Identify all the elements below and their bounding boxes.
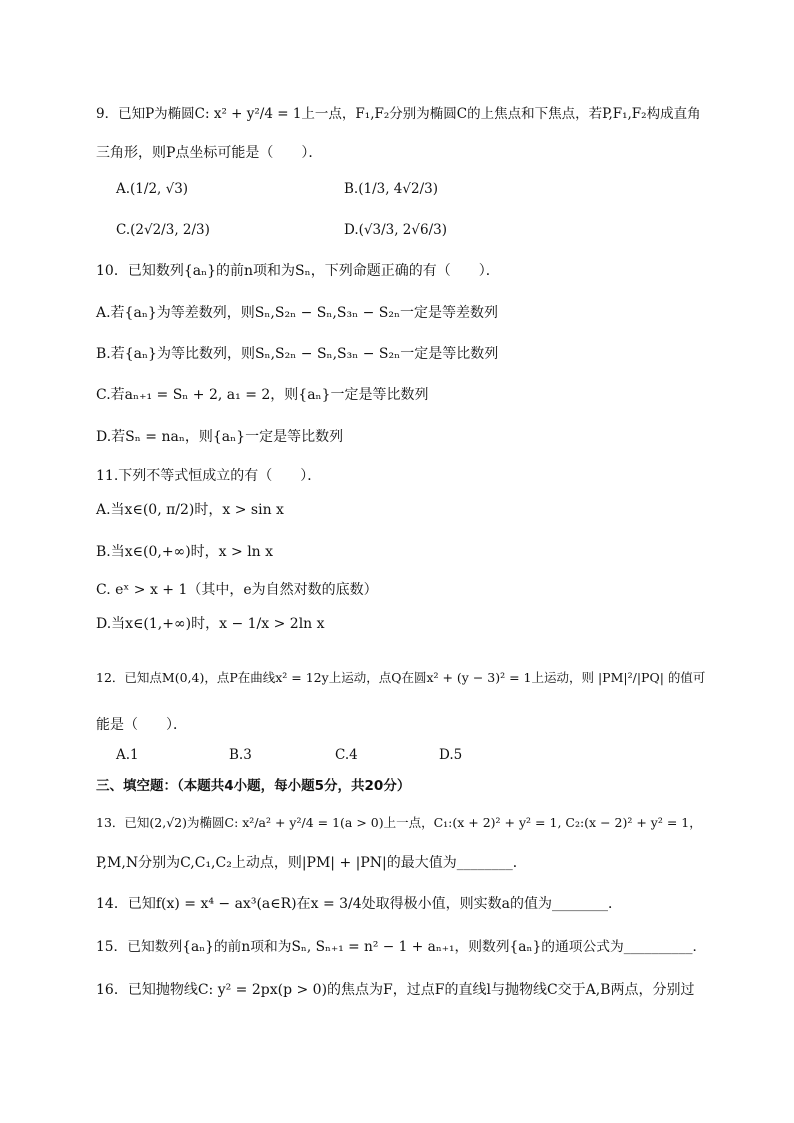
q12-option-a: A.1 — [116, 747, 139, 763]
q11-option-d: D.当x∈(1,+∞)时，x − 1/x > 2ln x — [96, 616, 325, 632]
q10-option-b: B.若{aₙ}为等比数列，则Sₙ,S₂ₙ − Sₙ,S₃ₙ − S₂ₙ一定是等比数列 — [96, 346, 499, 362]
q10-option-c: C.若aₙ₊₁ = Sₙ + 2, a₁ = 2，则{aₙ}一定是等比数列 — [96, 387, 429, 403]
q12-option-c: C.4 — [335, 747, 358, 763]
q11-stem: 11.下列不等式恒成立的有（ ）． — [96, 468, 322, 484]
q11-option-c: C. eˣ > x + 1（其中，e为自然对数的底数） — [96, 582, 378, 598]
q9-option-d: D.(√3/3, 2√6/3) — [344, 222, 447, 238]
q12-line1: 12．已知点M(0,4)，点P在曲线x² = 12y上运动，点Q在圆x² + (y − 3)² = 1上运动，则 |PM|²/|PQ| 的值可 — [96, 670, 706, 685]
q9-option-a: A.(1/2, √3) — [116, 181, 189, 197]
q9-line2: 三角形，则P点坐标可能是（ ）． — [96, 145, 323, 161]
q16: 16．已知抛物线C: y² = 2px(p > 0)的焦点为F，过点F的直线l与抛物线C交于A,B两点，分别过 — [96, 982, 695, 998]
q10-option-d: D.若Sₙ = naₙ，则{aₙ}一定是等比数列 — [96, 429, 344, 445]
q12-line2: 能是（ ）． — [96, 717, 187, 733]
q9-option-b: B.(1/3, 4√2/3) — [344, 181, 438, 197]
q12-option-b: B.3 — [229, 747, 252, 763]
q15: 15．已知数列{aₙ}的前n项和为Sₙ, Sₙ₊₁ = n² − 1 + aₙ₊₁，则数列{aₙ}的通项公式为__________． — [96, 939, 707, 955]
q11-option-b: B.当x∈(0,+∞)时，x > ln x — [96, 544, 274, 560]
q13-line2: P,M,N分别为C,C₁,C₂上动点，则|PM| + |PN|的最大值为________． — [96, 855, 527, 871]
q13-line1: 13．已知(2,√2)为椭圆C: x²/a² + y²/4 = 1(a > 0)上一点，C₁:(x + 2)² + y² = 1, C₂:(x − 2)² + y² = 1， — [96, 815, 702, 830]
q12-option-d: D.5 — [439, 747, 463, 763]
section-heading-fill-in: 三、填空题：（本题共4小题，每小题5分，共20分） — [96, 778, 411, 794]
q10-option-a: A.若{aₙ}为等差数列，则Sₙ,S₂ₙ − Sₙ,S₃ₙ − S₂ₙ一定是等差数列 — [96, 305, 499, 321]
q10-stem: 10．已知数列{aₙ}的前n项和为Sₙ，下列命题正确的有（ ）． — [96, 263, 500, 279]
q9-option-c: C.(2√2/3, 2/3) — [116, 222, 210, 238]
q11-option-a: A.当x∈(0, π/2)时，x > sin x — [96, 502, 284, 518]
q9-line1: 9．已知P为椭圆C: x² + y²/4 = 1上一点，F₁,F₂分别为椭圆C的上焦点和下焦点，若P,F₁,F₂构成直角 — [96, 106, 701, 122]
q14: 14．已知f(x) = x⁴ − ax³(a∈R)在x = 3/4处取得极小值，则实数a的值为________． — [96, 896, 623, 912]
